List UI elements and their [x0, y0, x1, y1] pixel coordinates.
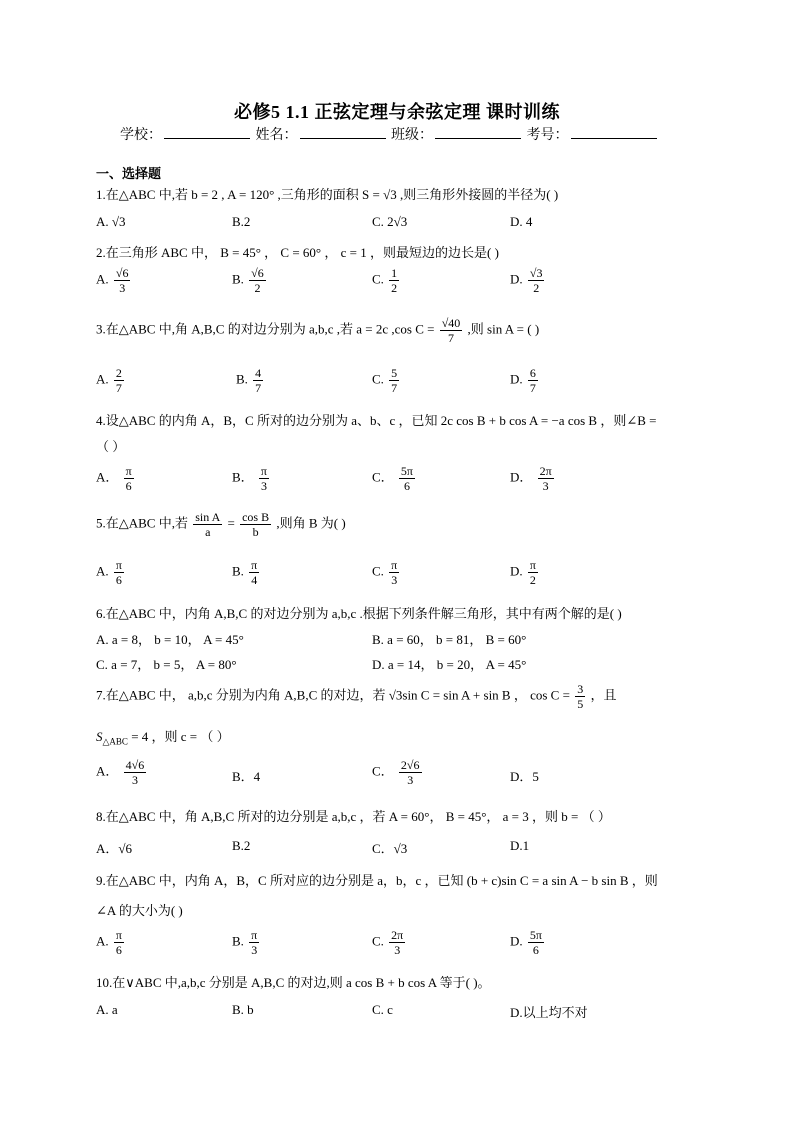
q2-option-d[interactable]	[510, 266, 546, 295]
q4-option-b-fraction: $\frac{\pi}{3}$	[260, 464, 267, 493]
q2-option-d-label: D.	[510, 271, 523, 287]
q8-option-c[interactable]: C．√3	[372, 841, 408, 856]
q9-option-d[interactable]	[510, 928, 546, 957]
q4-option-d[interactable]	[510, 464, 556, 493]
q2-option-c[interactable]	[372, 266, 401, 295]
q9-option-d-label: D.	[510, 933, 523, 949]
q3-option-b-label: B.	[236, 371, 248, 387]
school-blank[interactable]	[164, 124, 250, 139]
q8-option-b[interactable]: B.2	[232, 838, 251, 853]
q6-option-d[interactable]: D. a = 14， b = 20， A = 45°	[372, 657, 527, 672]
q7-option-b[interactable]: B．4	[232, 769, 261, 784]
q4-option-c-label: C．	[372, 469, 394, 485]
q9-option-c-label: C.	[372, 933, 384, 949]
q5-option-c-fraction: $\frac{\pi}{3}$	[391, 558, 398, 587]
q2-option-c-fraction: $\frac{1}{2}$	[391, 266, 398, 295]
q5-stem-fraction-1: $\frac{\text{sin A}}{a}$	[195, 510, 221, 539]
q9-option-b-label: B.	[232, 933, 244, 949]
q5-option-b[interactable]	[232, 558, 261, 587]
q1-option-c[interactable]: C. 2√3	[372, 214, 408, 229]
q3-option-a[interactable]	[96, 366, 126, 395]
q3-option-c[interactable]	[372, 366, 401, 395]
q7-area-subscript: △ABC	[102, 736, 128, 747]
q4-option-c-fraction: $\frac{5\pi}{6}$	[400, 464, 413, 493]
q1-option-b[interactable]: B.2	[232, 214, 251, 229]
q7-area-symbol: S	[96, 729, 103, 744]
q4-option-a[interactable]	[96, 464, 136, 493]
q9-option-b[interactable]	[232, 928, 261, 957]
q3-stem-fraction: $\frac{√40}{7}$	[441, 316, 461, 345]
q9-option-c[interactable]	[372, 928, 407, 957]
q1-option-d[interactable]: D. 4	[510, 214, 533, 229]
question-2-stem: 2.在三角形 ABC 中， B = 45° ， C = 60° ， c = 1 ，则最短边的边长是( )	[96, 245, 499, 260]
q2-option-c-label: C.	[372, 271, 384, 287]
class-blank[interactable]	[435, 124, 521, 139]
q5-option-a-fraction: $\frac{\pi}{6}$	[115, 558, 122, 587]
q4-option-b[interactable]	[232, 464, 271, 493]
question-7-stem-line-2	[96, 726, 230, 748]
q3-option-c-label: C.	[372, 371, 384, 387]
q5-stem-equals: =	[227, 515, 235, 531]
question-10-stem: 10.在∨ABC 中,a,b,c 分别是 A,B,C 的对边,则 a cos B + b cos A 等于( )。	[96, 975, 491, 990]
q5-option-a[interactable]	[96, 558, 126, 587]
q7-option-a[interactable]	[96, 758, 148, 787]
question-1-stem: 1.在△ABC 中,若 b = 2 , A = 120° ,三角形的面积 S = √3 ,则三角形外接圆的半径为( )	[96, 187, 559, 202]
q2-option-a-fraction: $\frac{√6}{3}$	[115, 266, 129, 295]
q8-option-d[interactable]: D.1	[510, 838, 530, 853]
q2-option-d-fraction: $\frac{√3}{2}$	[529, 266, 543, 295]
q5-option-b-fraction: $\frac{\pi}{4}$	[251, 558, 258, 587]
q7-option-d[interactable]: D．5	[510, 769, 539, 784]
q10-option-b[interactable]: B. b	[232, 1002, 254, 1017]
q9-option-d-fraction: $\frac{5\pi}{6}$	[529, 928, 542, 957]
q7-option-a-fraction: $\frac{4√6}{3}$	[125, 758, 145, 787]
question-4-stem-line-2: （ ）	[96, 439, 126, 454]
q7-stem-part-1: 7.在△ABC 中， a,b,c 分别为内角 A,B,C 的对边，若 √3sin C = sin A + sin B ， cos C =	[96, 687, 570, 703]
q2-option-a[interactable]	[96, 266, 132, 295]
q1-option-a[interactable]: A. √3	[96, 214, 126, 229]
q10-option-a[interactable]: A. a	[96, 1002, 118, 1017]
q5-option-d[interactable]	[510, 558, 540, 587]
q5-stem-fraction-2: $\frac{\text{cos B}}{b}$	[242, 510, 270, 539]
q3-option-d[interactable]	[510, 366, 540, 395]
q9-option-a-label: A.	[96, 933, 109, 949]
question-4-stem: 4.设△ABC 的内角 A，B，C 所对的边分别为 a、b、c ，已知 2c cos B + b cos A = −a cos B ，则∠B =	[96, 413, 657, 428]
question-7-stem	[96, 682, 616, 711]
q7-option-c-label: C．	[372, 763, 394, 779]
q9-option-b-fraction: $\frac{\pi}{3}$	[251, 928, 258, 957]
q7-stem-part-2: ，且	[590, 687, 617, 703]
question-5-stem	[96, 510, 346, 539]
q5-stem-part-1: 5.在△ABC 中,若	[96, 515, 188, 531]
q2-option-b-label: B.	[232, 271, 244, 287]
q3-option-c-fraction: $\frac{5}{7}$	[391, 366, 398, 395]
class-label: 班级：	[391, 128, 433, 143]
q6-option-c[interactable]: C. a = 7， b = 5， A = 80°	[96, 657, 237, 672]
q5-option-a-label: A.	[96, 563, 109, 579]
q2-option-a-label: A.	[96, 271, 109, 287]
q5-option-c-label: C.	[372, 563, 384, 579]
q7-stem-part-3: = 4 ，则 c = （ ）	[127, 729, 230, 744]
q4-option-a-fraction: $\frac{\pi}{6}$	[125, 464, 132, 493]
exam-number-blank[interactable]	[571, 124, 657, 139]
q4-option-c[interactable]	[372, 464, 417, 493]
question-3-stem	[96, 316, 539, 345]
q6-option-a[interactable]: A. a = 8， b = 10， A = 45°	[96, 632, 244, 647]
q3-option-a-label: A.	[96, 371, 109, 387]
q2-option-b-fraction: $\frac{√6}{2}$	[251, 266, 264, 295]
q3-option-d-fraction: $\frac{6}{7}$	[529, 366, 536, 395]
q5-option-d-fraction: $\frac{\pi}{2}$	[529, 558, 536, 587]
q5-option-c[interactable]	[372, 558, 401, 587]
q2-option-b[interactable]	[232, 266, 268, 295]
question-9-stem: 9.在△ABC 中，内角 A，B，C 所对应的边分别是 a，b，c ，已知 (b + c)sin C = a sin A − b sin B ，则	[96, 873, 658, 888]
q8-option-a[interactable]: A．√6	[96, 841, 133, 856]
name-label: 姓名：	[255, 128, 298, 143]
question-8-stem: 8.在△ABC 中，角 A,B,C 所对的边分别是 a,b,c ，若 A = 60°， B = 45°， a = 3 ，则 b = （ ）	[96, 809, 611, 824]
q6-option-b[interactable]: B. a = 60， b = 81， B = 60°	[372, 632, 527, 647]
q3-option-d-label: D.	[510, 371, 523, 387]
q9-option-a[interactable]	[96, 928, 126, 957]
name-blank[interactable]	[300, 124, 386, 139]
q7-option-c-fraction: $\frac{2√6}{3}$	[400, 758, 420, 787]
student-info-line	[120, 124, 659, 144]
q5-option-b-label: B.	[232, 563, 244, 579]
page-title: 必修5 1.1 正弦定理与余弦定理 课时训练	[234, 102, 560, 122]
q9-option-a-fraction: $\frac{\pi}{6}$	[115, 928, 122, 957]
q7-option-c[interactable]	[372, 758, 424, 787]
q3-stem-part-2: ,则 sin A = ( )	[467, 321, 540, 337]
q9-option-c-fraction: $\frac{2\pi}{3}$	[391, 928, 404, 957]
school-label: 学校：	[120, 128, 162, 143]
q4-option-d-fraction: $\frac{2\pi}{3}$	[539, 464, 552, 493]
q5-option-d-label: D.	[510, 563, 523, 579]
q3-stem-part-1: 3.在△ABC 中,角 A,B,C 的对边分别为 a,b,c ,若 a = 2c ,cos C =	[96, 321, 435, 337]
q4-option-d-label: D．	[510, 469, 533, 485]
q7-stem-fraction: $\frac{3}{5}$	[577, 682, 584, 711]
q10-option-c[interactable]: C. c	[372, 1002, 393, 1017]
q3-option-b-fraction: $\frac{4}{7}$	[255, 366, 262, 395]
q3-option-a-fraction: $\frac{2}{7}$	[115, 366, 122, 395]
q4-option-a-label: A．	[96, 469, 119, 485]
exam-number-label: 考号：	[526, 128, 569, 143]
question-6-stem: 6.在△ABC 中，内角 A,B,C 的对边分别为 a,b,c .根据下列条件解三角形，其中有两个解的是( )	[96, 606, 622, 621]
q10-option-d[interactable]: D.以上均不对	[510, 1005, 588, 1020]
question-9-stem-line-2: ∠A 的大小为( )	[96, 903, 183, 918]
section-heading: 一、选择题	[96, 167, 162, 182]
q5-stem-part-2: ,则角 B 为( )	[276, 515, 346, 531]
q7-option-a-label: A．	[96, 763, 119, 779]
q4-option-b-label: B．	[232, 469, 254, 485]
q3-option-b[interactable]	[236, 366, 265, 395]
